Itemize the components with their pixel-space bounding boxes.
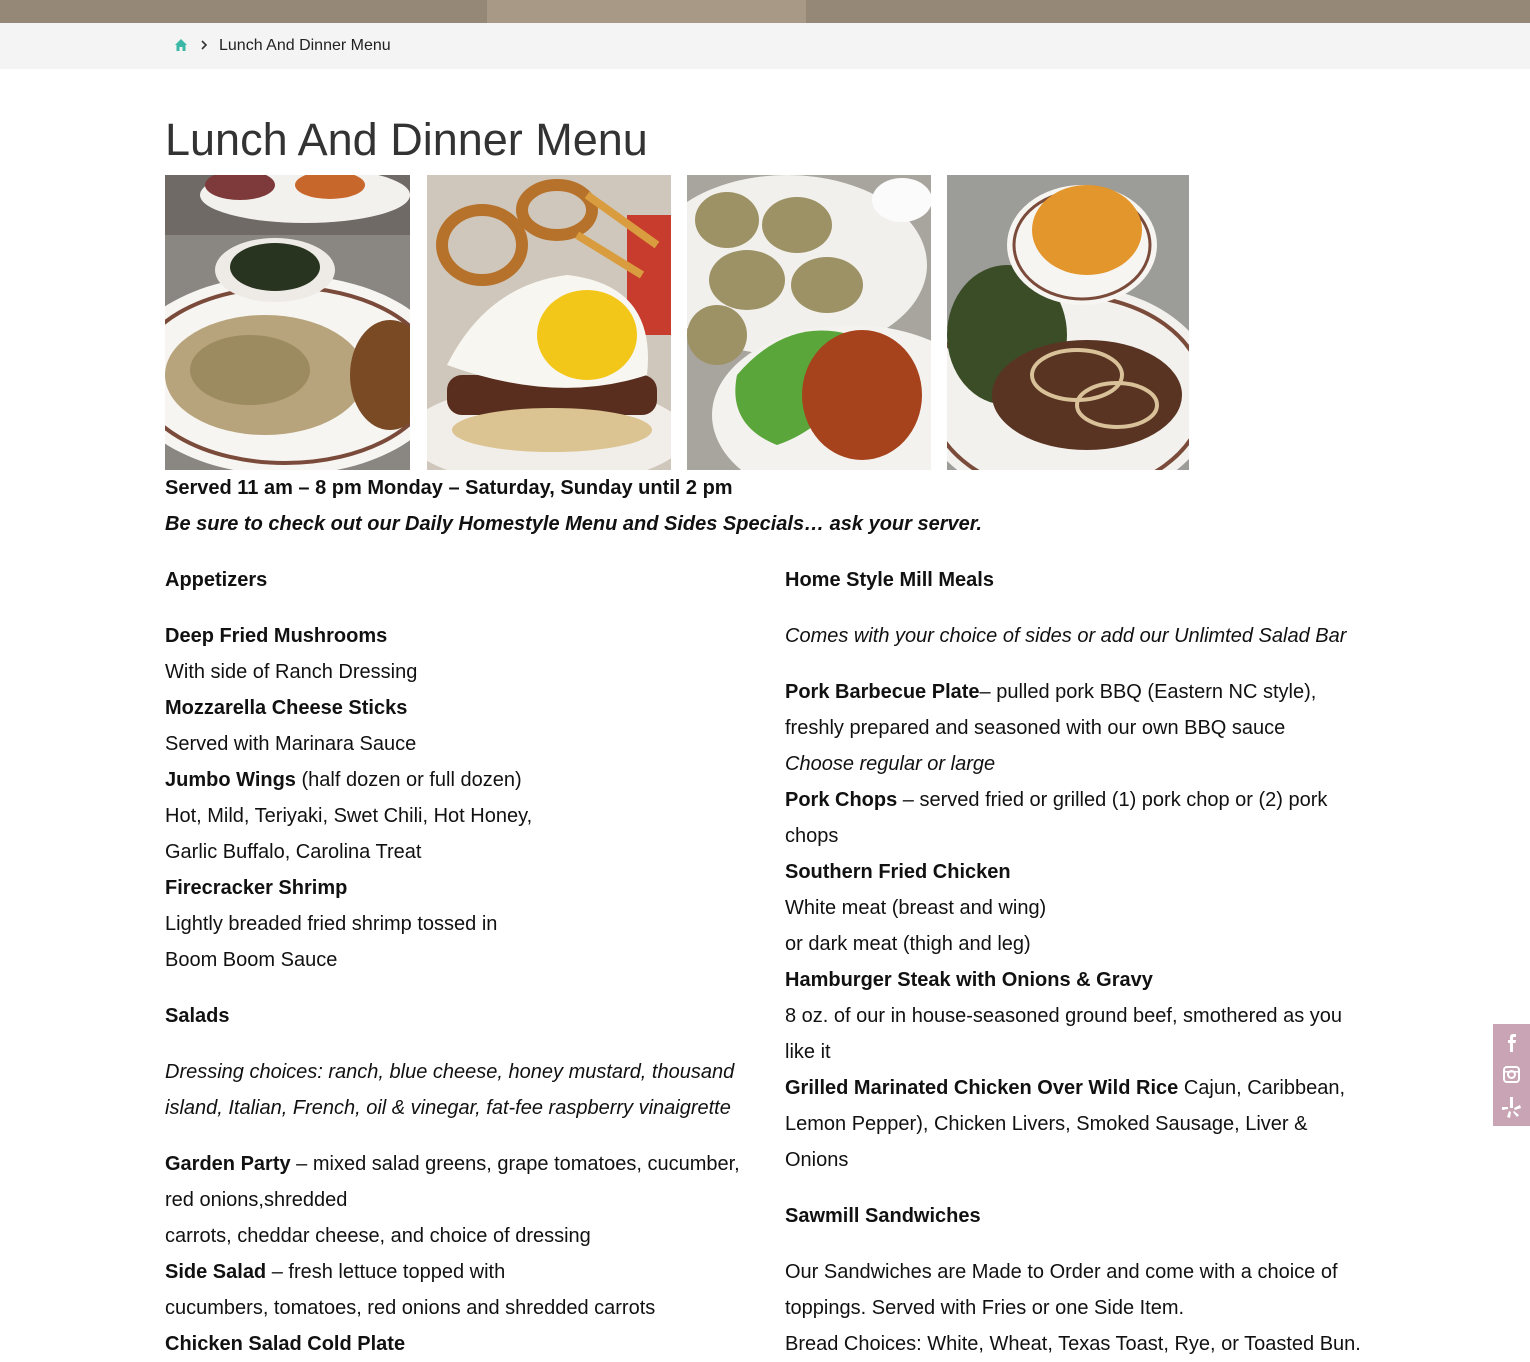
garden-party-name: Garden Party	[165, 1153, 291, 1175]
mushrooms-desc: With side of Ranch Dressing	[165, 661, 418, 683]
chicken-salad-name: Chicken Salad Cold Plate	[165, 1333, 406, 1355]
menu-left-column	[165, 562, 750, 1362]
photo-strip	[165, 175, 1189, 470]
photo-yams-beans-steak	[947, 175, 1189, 470]
pork-chops-desc: – served fried or grilled (1) pork chop or (2) pork chops	[785, 789, 1328, 847]
hours-text: Served 11 am – 8 pm Monday – Saturday, Sunday until 2 pm	[165, 477, 733, 499]
salads-heading: Salads	[165, 1005, 230, 1027]
wings-size: (half dozen or full dozen)	[295, 769, 522, 791]
shrimp-name: Firecracker Shrimp	[165, 877, 348, 899]
sandwiches-note: Our Sandwiches are Made to Order and come with a choice of toppings. Served with Fries or one Side Item.	[785, 1261, 1338, 1319]
bbq-plate-name: Pork Barbecue Plate	[785, 681, 980, 703]
facebook-icon[interactable]	[1493, 1027, 1530, 1059]
menu-right-column	[785, 562, 1370, 1362]
grilled-chicken-desc: Cajun, Caribbean, Lemon Pepper), Chicken Livers, Smoked Sausage, Liver & Onions	[785, 1077, 1346, 1171]
bbq-plate-desc: – pulled pork BBQ (Eastern NC style), freshly prepared and seasoned with our own BBQ sauce	[785, 681, 1317, 739]
mill-meals-heading: Home Style Mill Meals	[785, 569, 994, 591]
nav-active-tab[interactable]	[487, 0, 806, 23]
instagram-icon[interactable]	[1493, 1059, 1530, 1091]
garden-party-desc-1: – mixed salad greens, grape tomatoes, cucumber, red onions,shredded	[165, 1153, 740, 1211]
shrimp-desc-1: Lightly breaded fried shrimp tossed in	[165, 913, 498, 935]
pork-chops-name: Pork Chops	[785, 789, 898, 811]
shrimp-desc-2: Boom Boom Sauce	[165, 949, 338, 971]
top-nav-bar	[0, 0, 1530, 23]
photo-rice-greens-plate	[165, 175, 410, 470]
appetizers-heading: Appetizers	[165, 569, 268, 591]
fried-chicken-name: Southern Fried Chicken	[785, 861, 1011, 883]
home-icon[interactable]	[174, 38, 188, 52]
sandwiches-heading: Sawmill Sandwiches	[785, 1205, 981, 1227]
chevron-right-icon	[200, 39, 208, 51]
page-title: Lunch And Dinner Menu	[165, 114, 648, 165]
fried-chicken-desc-1: White meat (breast and wing)	[785, 897, 1047, 919]
garden-party-desc-2: carrots, cheddar cheese, and choice of dressing	[165, 1225, 591, 1247]
wings-flavors-2: Garlic Buffalo, Carolina Treat	[165, 841, 422, 863]
dressing-choices: Dressing choices: ranch, blue cheese, honey mustard, thousand island, Italian, French, oil & vinegar, fat-fee raspberry vinaigrette	[165, 1061, 735, 1119]
wings-name: Jumbo Wings	[165, 769, 296, 791]
photo-egg-burger-rings	[427, 175, 671, 470]
hamburger-steak-name: Hamburger Steak with Onions & Gravy	[785, 969, 1153, 991]
hamburger-steak-desc: 8 oz. of our in house-seasoned ground beef, smothered as you like it	[785, 1005, 1343, 1063]
sticks-desc: Served with Marinara Sauce	[165, 733, 417, 755]
bbq-plate-size-note: Choose regular or large	[785, 753, 996, 775]
side-salad-name: Side Salad	[165, 1261, 267, 1283]
side-salad-desc-1: – fresh lettuce topped with	[266, 1261, 506, 1283]
wings-flavors-1: Hot, Mild, Teriyaki, Swet Chili, Hot Honey,	[165, 805, 533, 827]
fried-chicken-desc-2: or dark meat (thigh and leg)	[785, 933, 1031, 955]
grilled-chicken-name: Grilled Marinated Chicken Over Wild Rice	[785, 1077, 1179, 1099]
sticks-name: Mozzarella Cheese Sticks	[165, 697, 408, 719]
breadcrumb-current: Lunch And Dinner Menu	[219, 37, 391, 54]
yelp-icon[interactable]	[1493, 1091, 1530, 1123]
mill-meals-note: Comes with your choice of sides or add our Unlimted Salad Bar	[785, 625, 1347, 647]
social-bar	[1493, 1024, 1530, 1126]
breadcrumb	[0, 23, 1530, 69]
bread-choices: Bread Choices: White, Wheat, Texas Toast, Rye, or Toasted Bun.	[785, 1333, 1361, 1355]
photo-fried-green-tomatoes-wings	[687, 175, 931, 470]
side-salad-desc-2: cucumbers, tomatoes, red onions and shredded carrots	[165, 1297, 656, 1319]
specials-note: Be sure to check out our Daily Homestyle Menu and Sides Specials… ask your server.	[165, 513, 982, 535]
mushrooms-name: Deep Fried Mushrooms	[165, 625, 388, 647]
